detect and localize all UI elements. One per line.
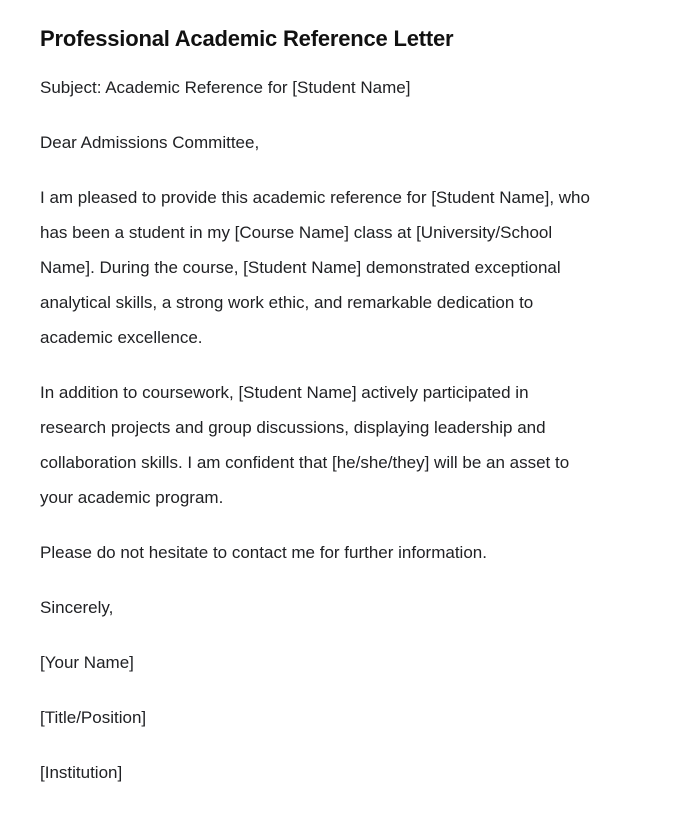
subject-line: Subject: Academic Reference for [Student Name]: [40, 78, 411, 97]
page-title: Professional Academic Reference Letter: [40, 26, 454, 51]
signature-institution: [Institution]: [40, 763, 123, 782]
body-paragraph-2: In addition to coursework, [Student Name] actively participated in research projects and group discussions, displaying leadership and collaboration skills. I am confident that [he/she/they] will be an asset to your academic program.: [40, 383, 570, 507]
closing: Sincerely,: [40, 598, 114, 617]
signature-name: [Your Name]: [40, 653, 134, 672]
body-paragraph-3: Please do not hesitate to contact me for further information.: [40, 543, 487, 562]
salutation: Dear Admissions Committee,: [40, 133, 260, 152]
body-paragraph-1: I am pleased to provide this academic reference for [Student Name], who has been a student in my [Course Name] class at [University/School Name]. During the course, [Student Name] demonstrated exceptional analytical skills, a strong work ethic, and remarkable dedication to academic excellence.: [40, 188, 590, 347]
signature-title-position: [Title/Position]: [40, 708, 147, 727]
